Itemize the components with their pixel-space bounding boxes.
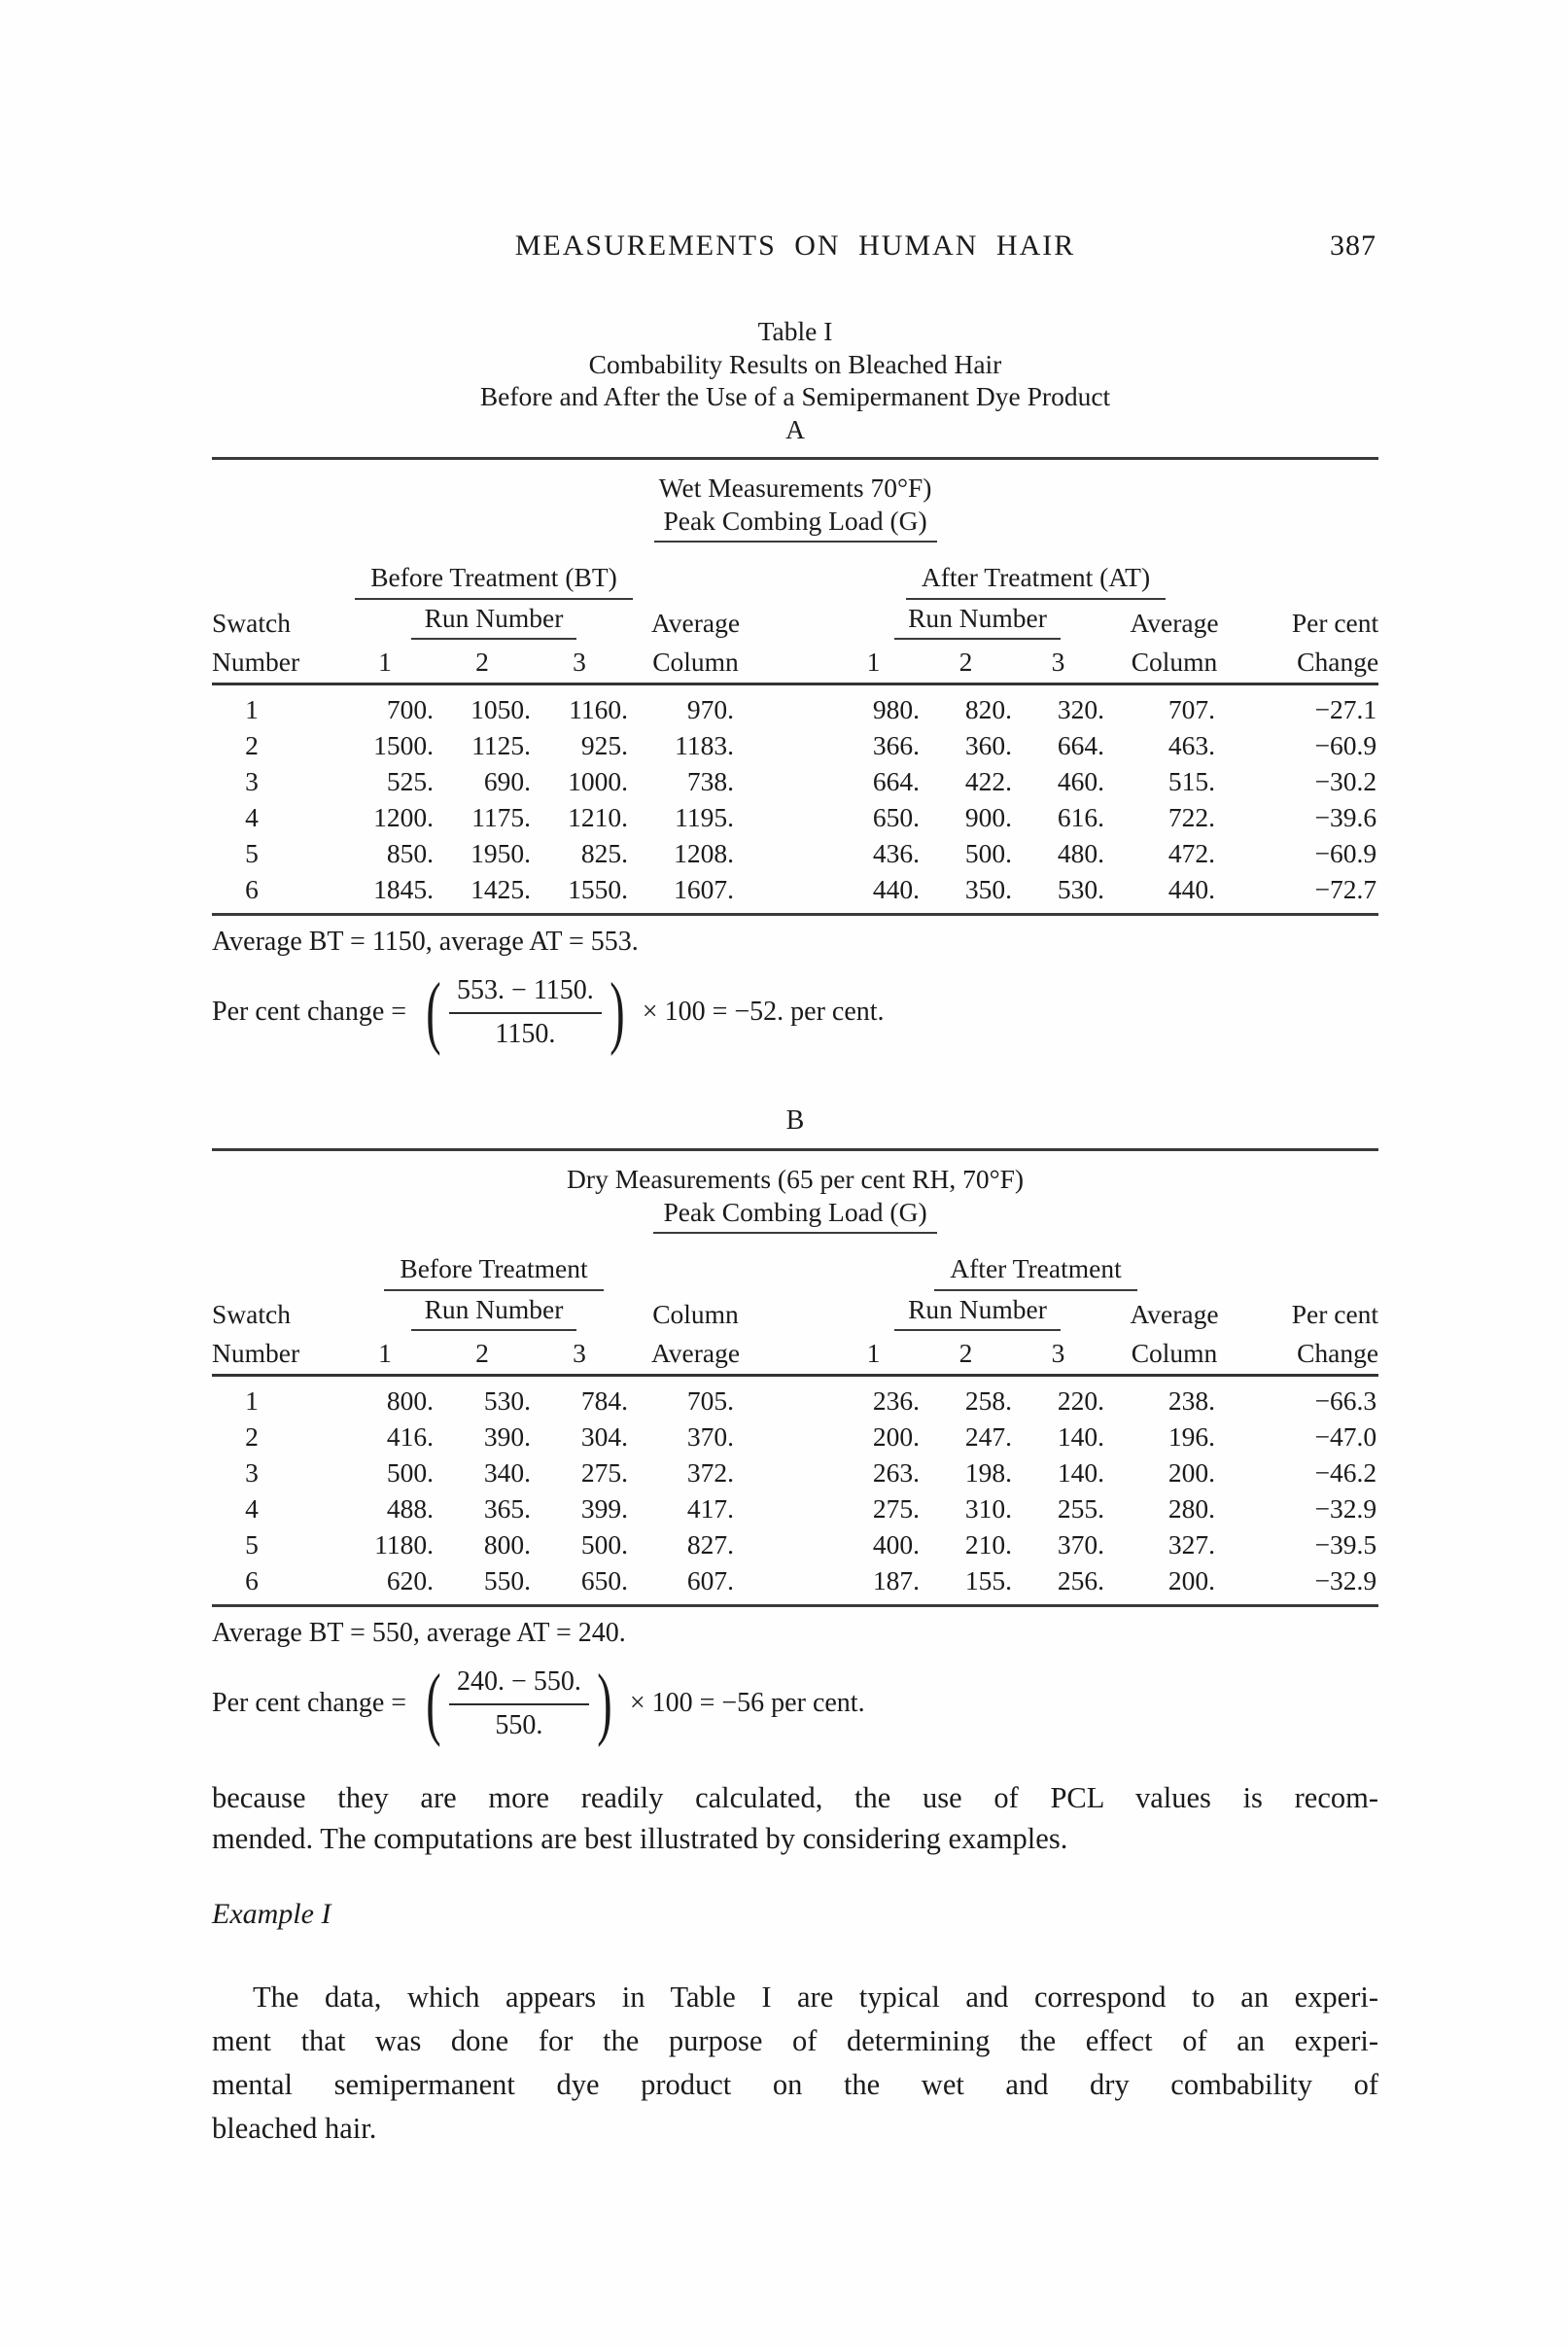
paragraph-line: The data, which appears in Table I are typical and correspond to an experi- <box>253 1980 1378 2014</box>
at-run-2-cell: 155. <box>964 1565 1012 1595</box>
swatch-number-cell: 5 <box>245 838 259 868</box>
bt-run-number-header: Run Number <box>411 1293 577 1331</box>
percent-change-cell: −30.2 <box>1314 766 1377 796</box>
bt-run-2-cell: 1425. <box>470 874 531 904</box>
table-b-condition-header <box>212 1150 1378 1246</box>
bt-average-cell: 1195. <box>675 802 734 832</box>
bt-run-2-cell: 800. <box>483 1529 531 1559</box>
table-row <box>212 726 1378 762</box>
bt-run-1-cell: 416. <box>386 1421 434 1452</box>
table-row <box>212 798 1378 834</box>
bt-average-cell: 417. <box>686 1493 734 1524</box>
bt-run-2-cell: 550. <box>483 1565 531 1595</box>
at-run-1-cell: 650. <box>872 802 920 832</box>
at-run-1-cell: 400. <box>872 1529 920 1559</box>
running-head <box>212 229 1378 266</box>
example-1-heading: Example I <box>212 1898 331 1930</box>
percent-change-cell: −60.9 <box>1314 730 1377 760</box>
table-b-condition-header-row <box>212 1150 1378 1246</box>
at-run-1-cell: 980. <box>872 694 920 724</box>
spacer-cell <box>751 684 839 727</box>
at-run-3-cell: 664. <box>1057 730 1104 760</box>
section-a-label: A <box>785 413 805 444</box>
at-run-2-cell: 900. <box>964 802 1012 832</box>
table-row <box>212 1454 1378 1489</box>
swatch-number-cell: 4 <box>245 1493 259 1524</box>
swatch-number-cell: 3 <box>245 1457 259 1488</box>
close-paren: ) <box>610 966 625 1058</box>
at-average-cell: 707. <box>1167 694 1215 724</box>
before-treatment-group-header: Before Treatment (BT) <box>355 561 633 600</box>
open-paren: ( <box>426 1658 441 1749</box>
at-run-2-cell: 310. <box>964 1493 1012 1524</box>
swatch-number-cell: 5 <box>245 1529 259 1559</box>
bt-run-3-cell: 399. <box>580 1493 628 1524</box>
swatch-number-cell: 4 <box>245 802 259 832</box>
bt-run-2-cell: 1175. <box>471 802 531 832</box>
at-run-3-cell: 460. <box>1057 766 1104 796</box>
bt-run-number-header: Run Number <box>411 602 577 640</box>
percent-change-cell: −60.9 <box>1314 838 1377 868</box>
at-run-2-cell: 198. <box>964 1457 1012 1488</box>
body-paragraph-2 <box>212 1976 1378 2151</box>
at-average-column-header: Column <box>1116 1331 1233 1376</box>
formula-result: × 100 = −56 per cent. <box>629 1688 865 1718</box>
at-run-3-cell: 140. <box>1057 1421 1104 1452</box>
table-a-wet-measurements <box>212 457 1378 916</box>
bt-run-1-cell: 850. <box>386 838 434 868</box>
swatch-number-cell: 1 <box>245 694 259 724</box>
bt-run-3-cell: 1550. <box>568 874 628 904</box>
at-run-3-cell: 530. <box>1057 874 1104 904</box>
bt-run-3-cell: 1210. <box>568 802 628 832</box>
at-run-3-cell: 480. <box>1057 838 1104 868</box>
at-run-2-cell: 820. <box>964 694 1012 724</box>
swatch-number-cell: 6 <box>245 874 259 904</box>
bt-average-cell: 970. <box>686 694 734 724</box>
table-b-header-row-lower <box>212 1331 1378 1376</box>
bt-run-1-cell: 500. <box>386 1457 434 1488</box>
table-row <box>212 1561 1378 1606</box>
formula-denominator: 1150. <box>495 1018 556 1049</box>
formula-label: Per cent change = <box>212 1688 407 1718</box>
paragraph-line: mended. The computations are best illustrated by considering examples. <box>212 1822 1068 1855</box>
bt-average-cell: 372. <box>686 1457 734 1488</box>
swatch-header: Swatch <box>212 608 291 638</box>
bt-run-3-cell: 500. <box>580 1529 628 1559</box>
swatch-number-cell: 2 <box>245 730 259 760</box>
bt-run-2-cell: 690. <box>483 766 531 796</box>
bt-run-2-cell: 530. <box>483 1385 531 1416</box>
percent-change-column-header: Change <box>1233 640 1378 684</box>
body-paragraph-1 <box>212 1777 1378 1859</box>
table-row <box>212 834 1378 870</box>
bt-run-3-cell: 1000. <box>568 766 628 796</box>
at-average-cell: 463. <box>1167 730 1215 760</box>
at-run-number-header: Run Number <box>894 1293 1061 1331</box>
bt-run-1-cell: 620. <box>386 1565 434 1595</box>
at-average-cell: 238. <box>1167 1385 1215 1416</box>
bt-run-2-cell: 1950. <box>470 838 531 868</box>
at-run-2-header: 2 <box>931 640 1024 684</box>
table-b-header-row-upper <box>212 1291 1378 1331</box>
bt-average-column-header: Average <box>640 1331 751 1376</box>
at-run-2-header: 2 <box>931 1331 1024 1376</box>
bt-run-1-cell: 1845. <box>373 874 434 904</box>
percent-change-cell: −32.9 <box>1314 1565 1377 1595</box>
bt-column-header: Column <box>652 1299 739 1329</box>
bt-run-1-cell: 1200. <box>373 802 434 832</box>
bt-average-cell: 738. <box>686 766 734 796</box>
table-row <box>212 1418 1378 1454</box>
bt-average-cell: 370. <box>686 1421 734 1452</box>
dry-measurements-heading: Dry Measurements (65 per cent RH, 70°F) <box>567 1164 1025 1194</box>
at-run-2-cell: 247. <box>964 1421 1012 1452</box>
percent-change-header: Per cent <box>1291 1299 1379 1329</box>
table-b-average-line: Average BT = 550, average AT = 240. <box>212 1618 626 1648</box>
at-average-cell: 472. <box>1167 838 1215 868</box>
at-run-1-cell: 275. <box>872 1493 920 1524</box>
swatch-header: Swatch <box>212 1299 291 1329</box>
bt-run-3-cell: 784. <box>580 1385 628 1416</box>
at-average-header: Average <box>1130 608 1219 638</box>
spacer-cell <box>751 798 839 834</box>
at-run-2-cell: 500. <box>964 838 1012 868</box>
bt-run-2-header: 2 <box>445 1331 542 1376</box>
bt-average-cell: 1208. <box>674 838 734 868</box>
page-title: MEASUREMENTS ON HUMAN HAIR <box>514 229 1076 262</box>
swatch-number-header: Number <box>212 640 348 684</box>
bt-run-3-cell: 275. <box>580 1457 628 1488</box>
bt-average-cell: 827. <box>686 1529 734 1559</box>
table-caption-title: Table I <box>757 316 833 346</box>
bt-run-2-cell: 1050. <box>470 694 531 724</box>
bt-average-cell: 705. <box>686 1385 734 1416</box>
table-row <box>212 870 1378 915</box>
at-run-1-cell: 440. <box>872 874 920 904</box>
table-row <box>212 684 1378 727</box>
bt-run-3-header: 3 <box>542 640 640 684</box>
percent-change-cell: −32.9 <box>1314 1493 1377 1524</box>
at-average-cell: 280. <box>1167 1493 1215 1524</box>
bt-run-1-cell: 1180. <box>374 1529 434 1559</box>
at-average-cell: 327. <box>1167 1529 1215 1559</box>
percent-change-cell: −39.5 <box>1314 1529 1377 1559</box>
bt-run-1-cell: 700. <box>386 694 434 724</box>
bt-run-2-cell: 365. <box>483 1493 531 1524</box>
spacer-cell <box>751 1561 839 1606</box>
formula-fraction <box>449 1666 589 1741</box>
spacer-cell <box>751 1489 839 1525</box>
at-run-2-cell: 422. <box>964 766 1012 796</box>
spacer-cell <box>751 1525 839 1561</box>
spacer-cell <box>751 870 839 915</box>
spacer-cell <box>751 726 839 762</box>
at-average-header: Average <box>1130 1299 1219 1329</box>
after-treatment-group-header: After Treatment <box>934 1252 1136 1291</box>
spacer-cell <box>751 762 839 798</box>
bt-run-2-cell: 1125. <box>471 730 531 760</box>
table-caption-subtitle-1: Combability Results on Bleached Hair <box>588 348 1002 379</box>
section-b-label: B <box>785 1105 805 1136</box>
at-average-column-header: Column <box>1116 640 1233 684</box>
at-run-1-header: 1 <box>839 1331 931 1376</box>
formula-result: × 100 = −52. per cent. <box>642 997 885 1027</box>
after-treatment-group-header: After Treatment (AT) <box>906 561 1166 600</box>
bt-run-3-cell: 925. <box>580 730 628 760</box>
at-run-1-cell: 263. <box>872 1457 920 1488</box>
table-b-group-header-row <box>212 1245 1378 1291</box>
bt-average-cell: 607. <box>686 1565 734 1595</box>
table-a-body <box>212 684 1378 915</box>
table-a-group-header-row <box>212 554 1378 600</box>
at-run-1-cell: 664. <box>872 766 920 796</box>
table-b-formula <box>212 1653 1378 1754</box>
percent-change-header: Per cent <box>1291 608 1379 638</box>
table-a-header-row-lower <box>212 640 1378 684</box>
formula-numerator: 553. − 1150. <box>449 975 602 1014</box>
at-run-3-cell: 320. <box>1057 694 1104 724</box>
table-b-body <box>212 1376 1378 1606</box>
at-run-3-cell: 370. <box>1057 1529 1104 1559</box>
at-run-3-cell: 255. <box>1057 1493 1104 1524</box>
table-a-header-row-upper <box>212 600 1378 640</box>
peak-combing-load-heading: Peak Combing Load (G) <box>654 505 937 543</box>
bt-run-2-cell: 390. <box>483 1421 531 1452</box>
bt-run-1-cell: 800. <box>386 1385 434 1416</box>
formula-numerator: 240. − 550. <box>449 1666 589 1705</box>
table-row <box>212 1489 1378 1525</box>
swatch-number-cell: 2 <box>245 1421 259 1452</box>
bt-run-3-cell: 304. <box>580 1421 628 1452</box>
swatch-number-header: Number <box>212 1331 348 1376</box>
at-run-2-cell: 360. <box>964 730 1012 760</box>
bt-run-3-header: 3 <box>542 1331 640 1376</box>
bt-run-1-cell: 1500. <box>373 730 434 760</box>
at-run-2-cell: 350. <box>964 874 1012 904</box>
bt-run-3-cell: 825. <box>580 838 628 868</box>
bt-average-column-header: Column <box>640 640 751 684</box>
formula-fraction <box>449 975 602 1050</box>
table-a-condition-header <box>212 459 1378 555</box>
formula-label: Per cent change = <box>212 997 407 1027</box>
at-run-1-cell: 436. <box>872 838 920 868</box>
at-run-2-cell: 258. <box>964 1385 1012 1416</box>
at-run-1-cell: 236. <box>872 1385 920 1416</box>
before-treatment-group-header: Before Treatment <box>384 1252 603 1291</box>
table-a-condition-header-row <box>212 459 1378 555</box>
at-average-cell: 200. <box>1167 1565 1215 1595</box>
at-average-cell: 196. <box>1167 1421 1215 1452</box>
bt-run-2-cell: 340. <box>483 1457 531 1488</box>
bt-average-cell: 1183. <box>675 730 734 760</box>
at-average-cell: 515. <box>1167 766 1215 796</box>
at-run-1-cell: 366. <box>872 730 920 760</box>
table-caption-subtitle-2: Before and After the Use of a Semipermanent Dye Product <box>479 381 1111 411</box>
bt-run-3-cell: 1160. <box>569 694 628 724</box>
table-row <box>212 1376 1378 1419</box>
table-a-average-line: Average BT = 1150, average AT = 553. <box>212 927 639 957</box>
at-run-number-header: Run Number <box>894 602 1061 640</box>
paragraph-line: mental semipermanent dye product on the wet and dry combability of <box>212 2068 1378 2101</box>
at-run-2-cell: 210. <box>964 1529 1012 1559</box>
at-average-cell: 440. <box>1167 874 1215 904</box>
at-run-3-header: 3 <box>1024 640 1116 684</box>
percent-change-cell: −39.6 <box>1314 802 1377 832</box>
bt-average-cell: 1607. <box>674 874 734 904</box>
at-average-cell: 722. <box>1167 802 1215 832</box>
formula-denominator: 550. <box>495 1709 543 1740</box>
at-average-cell: 200. <box>1167 1457 1215 1488</box>
table-caption <box>212 315 1378 445</box>
bt-run-1-cell: 488. <box>386 1493 434 1524</box>
wet-measurements-heading: Wet Measurements 70°F) <box>658 473 932 503</box>
paragraph-line: bleached hair. <box>212 2112 377 2145</box>
percent-change-cell: −47.0 <box>1314 1421 1377 1452</box>
page-content <box>212 0 1378 2151</box>
open-paren: ( <box>426 966 441 1058</box>
spacer-cell <box>751 1454 839 1489</box>
swatch-number-cell: 1 <box>245 1385 259 1416</box>
at-run-3-cell: 256. <box>1057 1565 1104 1595</box>
percent-change-column-header: Change <box>1233 1331 1378 1376</box>
close-paren: ) <box>597 1658 612 1749</box>
at-run-3-header: 3 <box>1024 1331 1116 1376</box>
bt-run-1-header: 1 <box>348 640 445 684</box>
page-number: 387 <box>1330 229 1376 262</box>
percent-change-cell: −72.7 <box>1314 874 1377 904</box>
paragraph-line: because they are more readily calculated, the use of PCL values is recom- <box>212 1781 1378 1814</box>
peak-combing-load-heading: Peak Combing Load (G) <box>653 1196 936 1234</box>
table-row <box>212 1525 1378 1561</box>
at-run-1-cell: 200. <box>872 1421 920 1452</box>
percent-change-cell: −46.2 <box>1314 1457 1377 1488</box>
bt-average-header: Average <box>650 608 741 638</box>
table-a-formula <box>212 962 1378 1063</box>
at-run-3-cell: 220. <box>1057 1385 1104 1416</box>
spacer-cell <box>751 834 839 870</box>
percent-change-cell: −27.1 <box>1314 694 1377 724</box>
swatch-number-cell: 6 <box>245 1565 259 1595</box>
table-b-dry-measurements <box>212 1148 1378 1607</box>
at-run-1-cell: 187. <box>872 1565 920 1595</box>
at-run-3-cell: 140. <box>1057 1457 1104 1488</box>
paragraph-line: ment that was done for the purpose of determining the effect of an experi- <box>212 2024 1378 2057</box>
swatch-number-cell: 3 <box>245 766 259 796</box>
percent-change-cell: −66.3 <box>1314 1385 1377 1416</box>
spacer-cell <box>751 1418 839 1454</box>
at-run-3-cell: 616. <box>1057 802 1104 832</box>
bt-run-1-header: 1 <box>348 1331 445 1376</box>
at-run-1-header: 1 <box>839 640 931 684</box>
bt-run-1-cell: 525. <box>386 766 434 796</box>
spacer-cell <box>751 1376 839 1419</box>
table-row <box>212 762 1378 798</box>
bt-run-3-cell: 650. <box>580 1565 628 1595</box>
bt-run-2-header: 2 <box>445 640 542 684</box>
